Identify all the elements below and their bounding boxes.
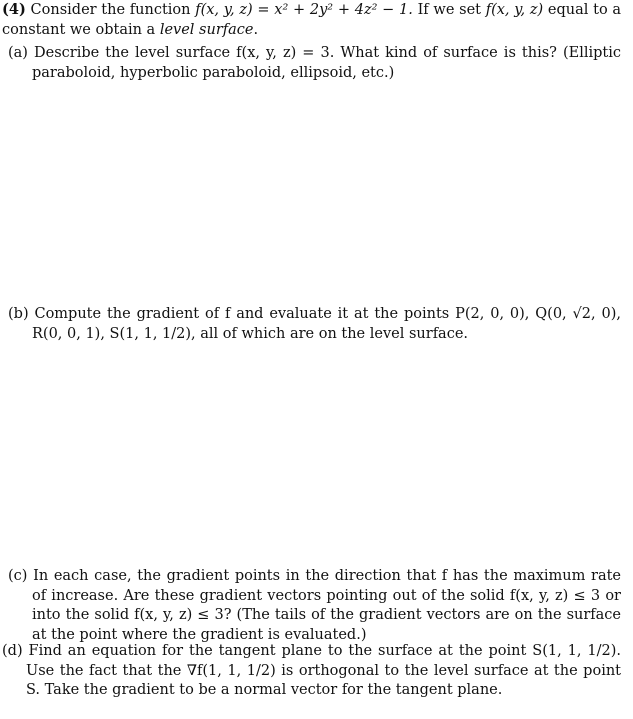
part-a-text: Describe the level surface f(x, y, z) = 3. What kind of surface is this? (Elliptic paraboloid, hyperbolic paraboloid, ellipsoid, etc.) [32, 45, 622, 81]
level-surface-term: level surface [159, 21, 254, 38]
part-b-text: Compute the gradient of f and evaluate it at the points P(2, 0, 0), Q(0, √2, 0), R(0, 0, 1), S(1, 1, 1/2), all of which are on the level surface. [32, 306, 621, 342]
part-a [8, 44, 621, 83]
problem-number: (4) [2, 1, 26, 18]
intro-period: . [253, 21, 259, 38]
intro-text-mid: If we set [417, 2, 481, 18]
part-b [8, 305, 621, 344]
intro-text-start: Consider the function [30, 2, 191, 18]
part-c [8, 567, 621, 645]
part-a-label: (a) [8, 45, 28, 61]
part-c-label: (c) [8, 568, 28, 584]
function-reference: f(x, y, z) [485, 2, 544, 18]
problem-intro [2, 0, 621, 40]
function-definition: f(x, y, z) = x² + 2y² + 4z² − 1. [195, 2, 413, 18]
part-d [2, 642, 621, 701]
intro-text-end: equal to a constant we obtain a [2, 2, 622, 38]
part-c-text: In each case, the gradient points in the direction that f has the maximum rate of increase. Are these gradient vectors pointing out of the solid f(x, y, z) ≤ 3 or into the solid f(x, y, z) ≤ 3? (The tails of the gradient vectors are on the surface at the point where the gradient is evaluated.) [32, 568, 622, 643]
part-b-label: (b) [8, 306, 29, 322]
part-d-text: Find an equation for the tangent plane to the surface at the point S(1, 1, 1/2). Use the fact that the ∇f(1, 1, 1/2) is orthogonal to the level surface at the point S. Take the gradient to be a normal vector for the tangent plane. [26, 643, 621, 698]
part-d-label: (d) [2, 643, 23, 659]
